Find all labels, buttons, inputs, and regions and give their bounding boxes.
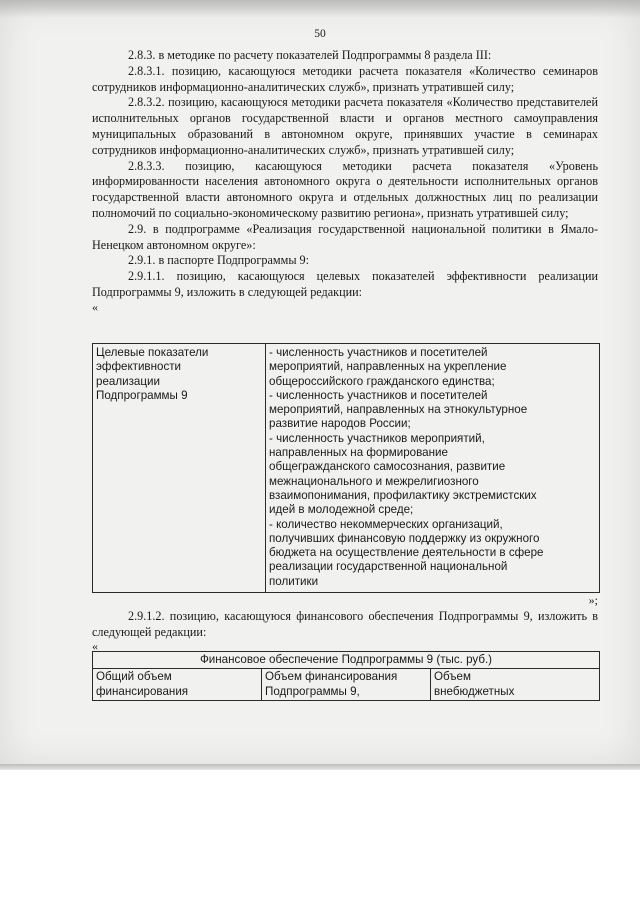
targets-value-line: - количество некоммерческих организаций, xyxy=(269,517,503,531)
finance-col-subprogram-line: Подпрограммы 9, xyxy=(265,684,360,698)
targets-value-line: бюджета на осуществление деятельности в сфере xyxy=(269,546,544,560)
paragraph-2-9-1-1: 2.9.1.1. позицию, касающуюся целевых показателей эффективности реализации Подпрограммы 9, изложить в следующей редакции: xyxy=(92,269,598,299)
finance-col-total-line: Общий объем xyxy=(96,670,172,684)
targets-value-line: идей в молодежной среде; xyxy=(269,503,414,517)
finance-table-title: Финансовое обеспечение Подпрограммы 9 (тыс. руб.) xyxy=(93,652,600,669)
finance-col-subprogram xyxy=(262,669,431,701)
targets-value-line: общегражданского самосознания, развитие xyxy=(269,460,506,474)
targets-table xyxy=(92,343,600,593)
targets-value-line: мероприятий, направленных на этнокультурное xyxy=(269,403,528,417)
targets-label-line: Подпрограммы 9 xyxy=(96,388,188,402)
open-quote: « xyxy=(92,299,98,314)
targets-value-line: межнационального и межрелигиозного xyxy=(269,474,479,488)
finance-col-extrabudget-line: Объем xyxy=(434,670,471,684)
finance-col-total xyxy=(93,669,262,701)
targets-value-line: мероприятий, направленных на укрепление xyxy=(269,360,507,374)
finance-table xyxy=(92,651,600,701)
targets-value-cell xyxy=(266,344,600,593)
finance-col-extrabudget-line: внебюджетных xyxy=(434,684,515,698)
paragraph-2-9-1-2: 2.9.1.2. позицию, касающуюся финансового обеспечения Подпрограммы 9, изложить в следующей редакции: xyxy=(92,608,598,639)
body-text-lower xyxy=(92,593,598,652)
finance-title-row xyxy=(93,652,600,669)
targets-value-line: - численность участников и посетителей xyxy=(269,346,488,359)
finance-header-row xyxy=(93,669,600,701)
paragraph-2-9: 2.9. в подпрограмме «Реализация государственной национальной политики в Ямало-Ненецком автономном округе»: xyxy=(92,221,598,252)
finance-col-extrabudget xyxy=(431,669,600,701)
targets-label-line: Целевые показатели xyxy=(96,346,209,359)
scan-shadow-top xyxy=(0,0,640,18)
targets-value-line: - численность участников и посетителей xyxy=(269,388,488,402)
targets-value-line: реализации государственной национальной xyxy=(269,560,508,574)
targets-value-line: - численность участников мероприятий, xyxy=(269,431,485,445)
finance-col-subprogram-line: Объем финансирования xyxy=(265,670,398,684)
targets-value-line: взаимопонимания, профилактику экстремистских xyxy=(269,488,537,502)
finance-col-total-line: финансирования xyxy=(96,684,189,698)
body-text-upper xyxy=(92,48,598,313)
paragraph-2-9-1: 2.9.1. в паспорте Подпрограммы 9: xyxy=(128,253,310,268)
paragraph-2-8-3-1: 2.8.3.1. позицию, касающуюся методики расчета показателя «Количество семинаров сотрудников информационно-аналитических служб», признать утратившей силу; xyxy=(92,63,598,94)
targets-value-line: политики xyxy=(269,574,319,588)
targets-value-line: развитие народов России; xyxy=(269,417,411,431)
paragraph-2-8-3-2: 2.8.3.2. позицию, касающуюся методики расчета показателя «Количество представителей исполнительных органов государственной власти и органов местного самоуправления муниципальных образований в автономном округе, принявших участие в семинарах сотрудников информационно-аналитических служб», признать утратившей силу; xyxy=(92,95,598,157)
scan-edge-bottom xyxy=(0,764,640,770)
targets-value-line: общероссийского гражданского единства; xyxy=(269,374,495,388)
targets-label-line: эффективности xyxy=(96,360,182,374)
targets-label-cell xyxy=(93,344,266,593)
paragraph-2-8-3: 2.8.3. в методике по расчету показателей Подпрограммы 8 раздела III: xyxy=(128,48,492,62)
paragraph-2-8-3-3: 2.8.3.3. позицию, касающуюся методики расчета показателя «Уровень информированности населения автономного округа о деятельности исполнительных органов государственной власти автономного округа и отдельных должностных лиц по реализации полномочий по социально-экономическому развитию региона», признать утратившей силу; xyxy=(92,158,598,220)
page-number: 50 xyxy=(314,28,326,40)
targets-value-line: получивших финансовую поддержку из окружного xyxy=(269,531,540,545)
close-quote: »; xyxy=(588,593,598,607)
open-quote-2: « xyxy=(92,639,98,654)
targets-value-line: направленных на формирование xyxy=(269,446,448,460)
targets-label-line: реализации xyxy=(96,374,160,388)
targets-row xyxy=(93,344,600,593)
